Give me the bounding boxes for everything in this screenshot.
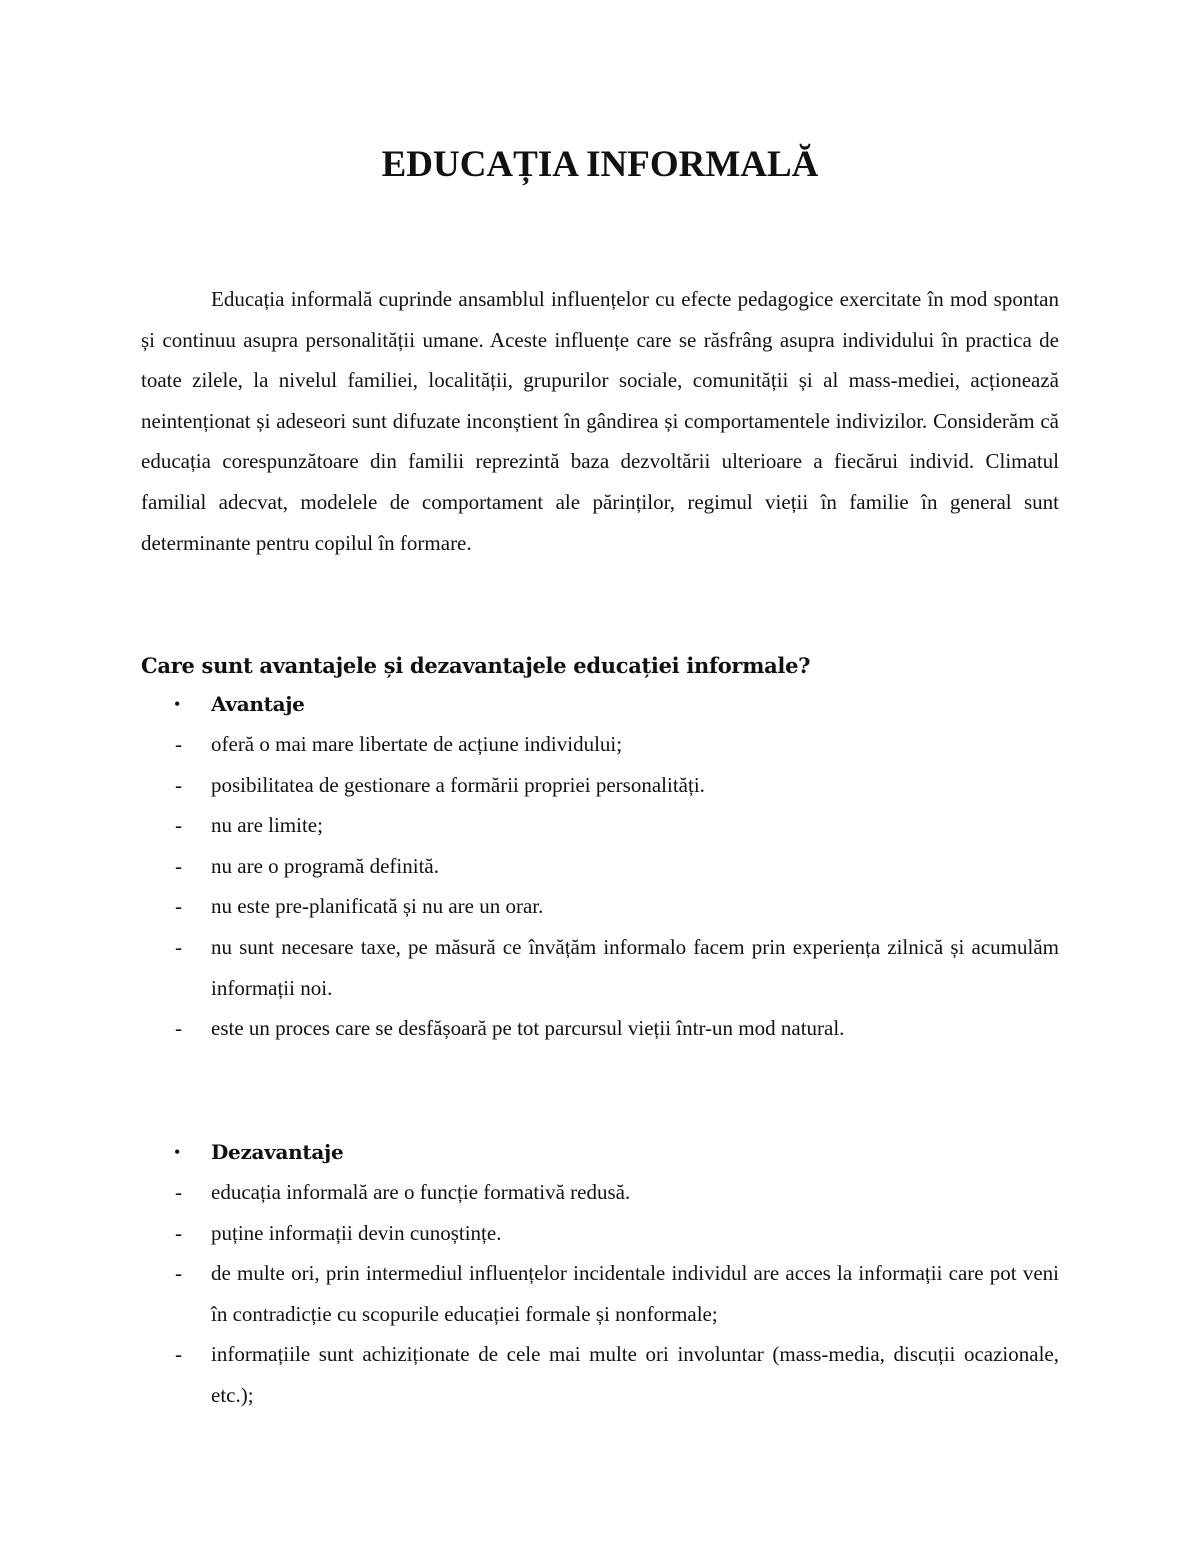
advantages-heading xyxy=(141,684,1059,724)
list-item xyxy=(141,805,1059,846)
list-item-text: nu este pre-planificată și nu are un orar. xyxy=(211,894,544,919)
intro-paragraph: Educația informală cuprinde ansamblul influențelor cu efecte pedagogice exercitate în mod spontan și continuu asupra personalității umane. Aceste influențe care se răsfrâng asupra individului în practica de toate zilele, la nivelul familiei, localității, grupurilor sociale, comunității și al mass-mediei, acționează neintenționat și adeseori sunt difuzate inconștient în gândirea și comportamentele indivizilor. Considerăm că educația corespunzătoare din familii reprezintă baza dezvoltării ulterioare a fiecărui individ. Climatul familial adecvat, modelele de comportament ale părinților, regimul vieții în familie în general sunt determinante pentru copilul în formare. xyxy=(141,287,1059,555)
list-item-text: de multe ori, prin intermediul influențelor incidentale individul are acces la informații care pot veni în contradicție cu scopurile educației formale și nonformale; xyxy=(211,1261,1059,1326)
dash-icon: - xyxy=(175,934,182,959)
section-question: Care sunt avantajele și dezavantajele educației informale? xyxy=(141,653,811,678)
dash-icon: - xyxy=(175,1016,182,1041)
list-item xyxy=(141,846,1059,887)
dash-icon: - xyxy=(175,772,182,797)
list-item xyxy=(141,1213,1059,1254)
list-item-text: oferă o mai mare libertate de acțiune individului; xyxy=(211,732,623,756)
list-item-text: posibilitatea de gestionare a formării propriei personalități. xyxy=(211,772,705,797)
disadvantages-section xyxy=(141,1132,1059,1416)
page-title: EDUCAȚIA INFORMALĂ xyxy=(381,144,819,185)
bullet-icon: • xyxy=(174,694,181,714)
list-item-text: este un proces care se desfășoară pe tot parcursul vieții într-un mod natural. xyxy=(211,1016,845,1041)
list-item xyxy=(141,765,1059,806)
advantages-list xyxy=(141,724,1059,1049)
disadvantages-list xyxy=(141,1172,1059,1416)
list-item-text: nu are limite; xyxy=(211,813,323,838)
advantages-section xyxy=(141,684,1059,1049)
disadvantages-heading-label: Dezavantaje xyxy=(211,1140,344,1164)
list-item-text: nu are o programă definită. xyxy=(211,853,439,878)
dash-icon: - xyxy=(175,1180,182,1204)
list-item-text: informațiile sunt achiziționate de cele mai multe ori involuntar (mass-media, discuții ocazionale, etc.); xyxy=(211,1342,1059,1407)
dash-icon: - xyxy=(175,894,182,919)
bullet-icon: • xyxy=(174,1142,181,1162)
list-item-text: educația informală are o funcție formativă redusă. xyxy=(211,1180,631,1204)
disadvantages-heading xyxy=(141,1132,1059,1172)
dash-icon: - xyxy=(175,1261,182,1286)
list-item xyxy=(141,1008,1059,1049)
list-item xyxy=(141,1334,1059,1415)
dash-icon: - xyxy=(175,853,182,878)
list-item xyxy=(141,927,1059,1008)
dash-icon: - xyxy=(175,1342,182,1367)
list-item xyxy=(141,724,1059,765)
list-item xyxy=(141,1172,1059,1213)
dash-icon: - xyxy=(175,732,182,756)
advantages-heading-label: Avantaje xyxy=(211,692,305,716)
list-item xyxy=(141,886,1059,927)
list-item-text: puține informații devin cunoștințe. xyxy=(211,1220,502,1245)
dash-icon: - xyxy=(175,1220,182,1245)
dash-icon: - xyxy=(175,813,182,838)
list-item-text: nu sunt necesare taxe, pe măsură ce învățăm informalo facem prin experiența zilnică și acumulăm informații noi. xyxy=(211,934,1059,1000)
list-item xyxy=(141,1253,1059,1334)
